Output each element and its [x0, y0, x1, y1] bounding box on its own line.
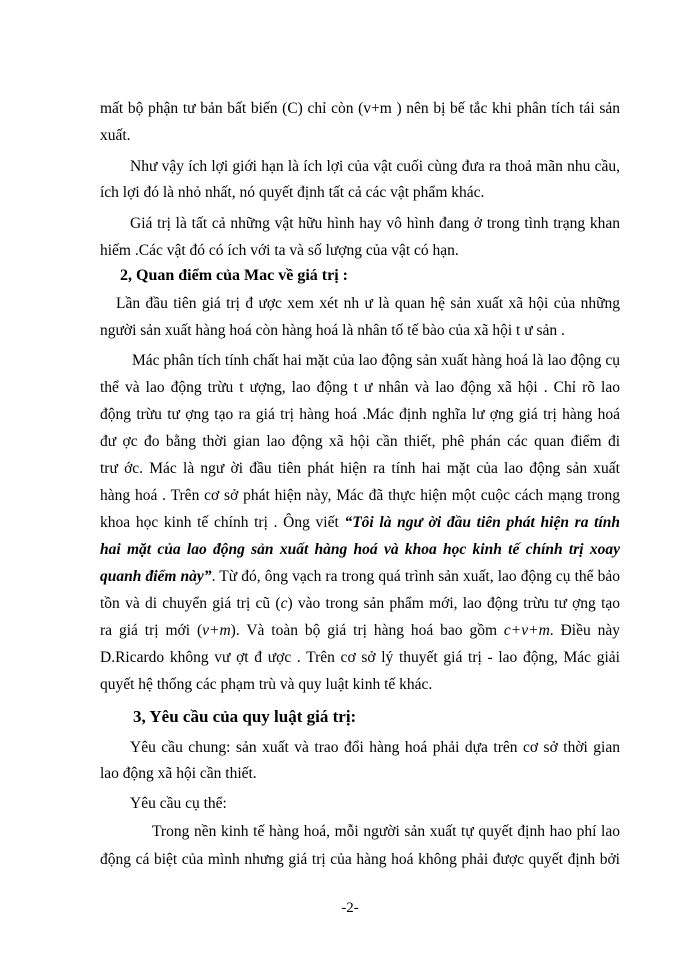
text-span: ). Và toàn bộ giá trị hàng hoá bao gồm: [230, 622, 504, 639]
quote-text: quanh điểm này”: [100, 568, 212, 585]
formula-variable: c: [280, 595, 288, 612]
text-span: khoa học kinh tế chính trị . Ông viết: [100, 514, 345, 531]
text-line: Yêu cầu chung: sản xuất và trao đổi hàng hoá phải dựa trên cơ sở thời gian: [130, 739, 620, 756]
text-span: ra giá trị mới (: [100, 622, 203, 639]
text-line: lao động xã hội cần thiết.: [100, 765, 257, 782]
text-line: [100, 594, 620, 614]
text-line: [100, 621, 620, 641]
text-line: Trong nền kinh tế hàng hoá, mỗi người sản xuất tự quyết định hao phí lao: [152, 823, 620, 840]
text-line: người sản xuất hàng hoá còn hàng hoá là nhân tố tế bào của xã hội t ư sản .: [100, 322, 565, 339]
text-line: đư ợc đo bằng thời gian lao động xã hội cần thiết, phê phán các quan điểm đi: [100, 433, 620, 450]
quote-text: hai mặt của lao động sản xuất hàng hoá và khoa học kinh tế chính trị xoay: [100, 541, 620, 558]
text-line: trư ớc. Mác là ngư ời đầu tiên phát hiện ra tính hai mặt của lao động sản xuất: [100, 460, 620, 477]
text-line: Như vậy ích lợi giới hạn là ích lợi của vật cuối cùng đưa ra thoả mãn nhu cầu,: [130, 158, 620, 175]
text-line: động trừu tư ợng tạo ra giá trị hàng hoá .Mác định nghĩa lư ợng giá trị hàng hoá: [100, 406, 620, 423]
text-line: động cá biệt của mình nhưng giá trị của hàng hoá không phải được quyết định bởi: [100, 851, 620, 868]
quote-text: “Tôi là ngư ời đầu tiên phát hiện ra tính: [344, 514, 620, 531]
text-line: xuất.: [100, 127, 131, 144]
text-span: tồn và di chuyển giá trị cũ (: [100, 595, 281, 612]
formula-variable: c+v+m: [503, 622, 550, 639]
text-line: Mác phân tích tính chất hai mặt của lao động sản xuất hàng hoá là lao động cụ: [132, 352, 620, 369]
text-span: ) vào trong sản phẩm mới, lao động trừu tư ợng tạo: [287, 595, 621, 612]
text-line-with-quote: [100, 567, 620, 587]
text-line: hàng hoá . Trên cơ sở phát hiện này, Mác đã thực hiện một cuộc cách mạng trong: [100, 487, 620, 504]
text-line: ích lợi đó là nhỏ nhất, nó quyết định tất cả các vật phẩm khác.: [100, 184, 485, 201]
page-number: -2-: [341, 900, 359, 916]
section-heading-3: 3, Yêu cầu của quy luật giá trị:: [133, 707, 357, 726]
text-line: Yêu cầu cụ thể:: [130, 795, 227, 812]
text-line: thể và lao động trừu t ượng, lao động t ư nhân và lao động xã hội . Chỉ rõ lao: [100, 379, 620, 396]
text-line: quyết hệ thống các phạm trù và quy luật kinh tế khác.: [100, 676, 433, 693]
text-line: hiếm .Các vật đó có ích với ta và số lượng của vật có hạn.: [100, 242, 459, 259]
section-heading-2: 2, Quan điểm của Mac về giá trị :: [120, 267, 348, 284]
text-span: . Từ đó, ông vạch ra trong quá trình sản xuất, lao động cụ thể bảo: [211, 568, 620, 585]
text-line: Lần đầu tiên giá trị đ ược xem xét nh ư là quan hệ sản xuất xã hội của những: [116, 295, 620, 312]
text-line-with-quote: [100, 513, 620, 533]
formula-variable: v+m: [202, 622, 231, 639]
text-line: Giá trị là tất cả những vật hữu hình hay vô hình đang ở trong tình trạng khan: [130, 215, 620, 232]
text-line: D.Ricardo không vư ợt đ ược . Trên cơ sở lý thuyết giá trị - lao động, Mác giải: [100, 649, 620, 666]
text-line: mất bộ phận tư bản bất biến (C) chỉ còn (v+m ) nên bị bế tắc khi phân tích tái sản: [100, 100, 620, 117]
text-span: . Điều này: [549, 622, 620, 639]
